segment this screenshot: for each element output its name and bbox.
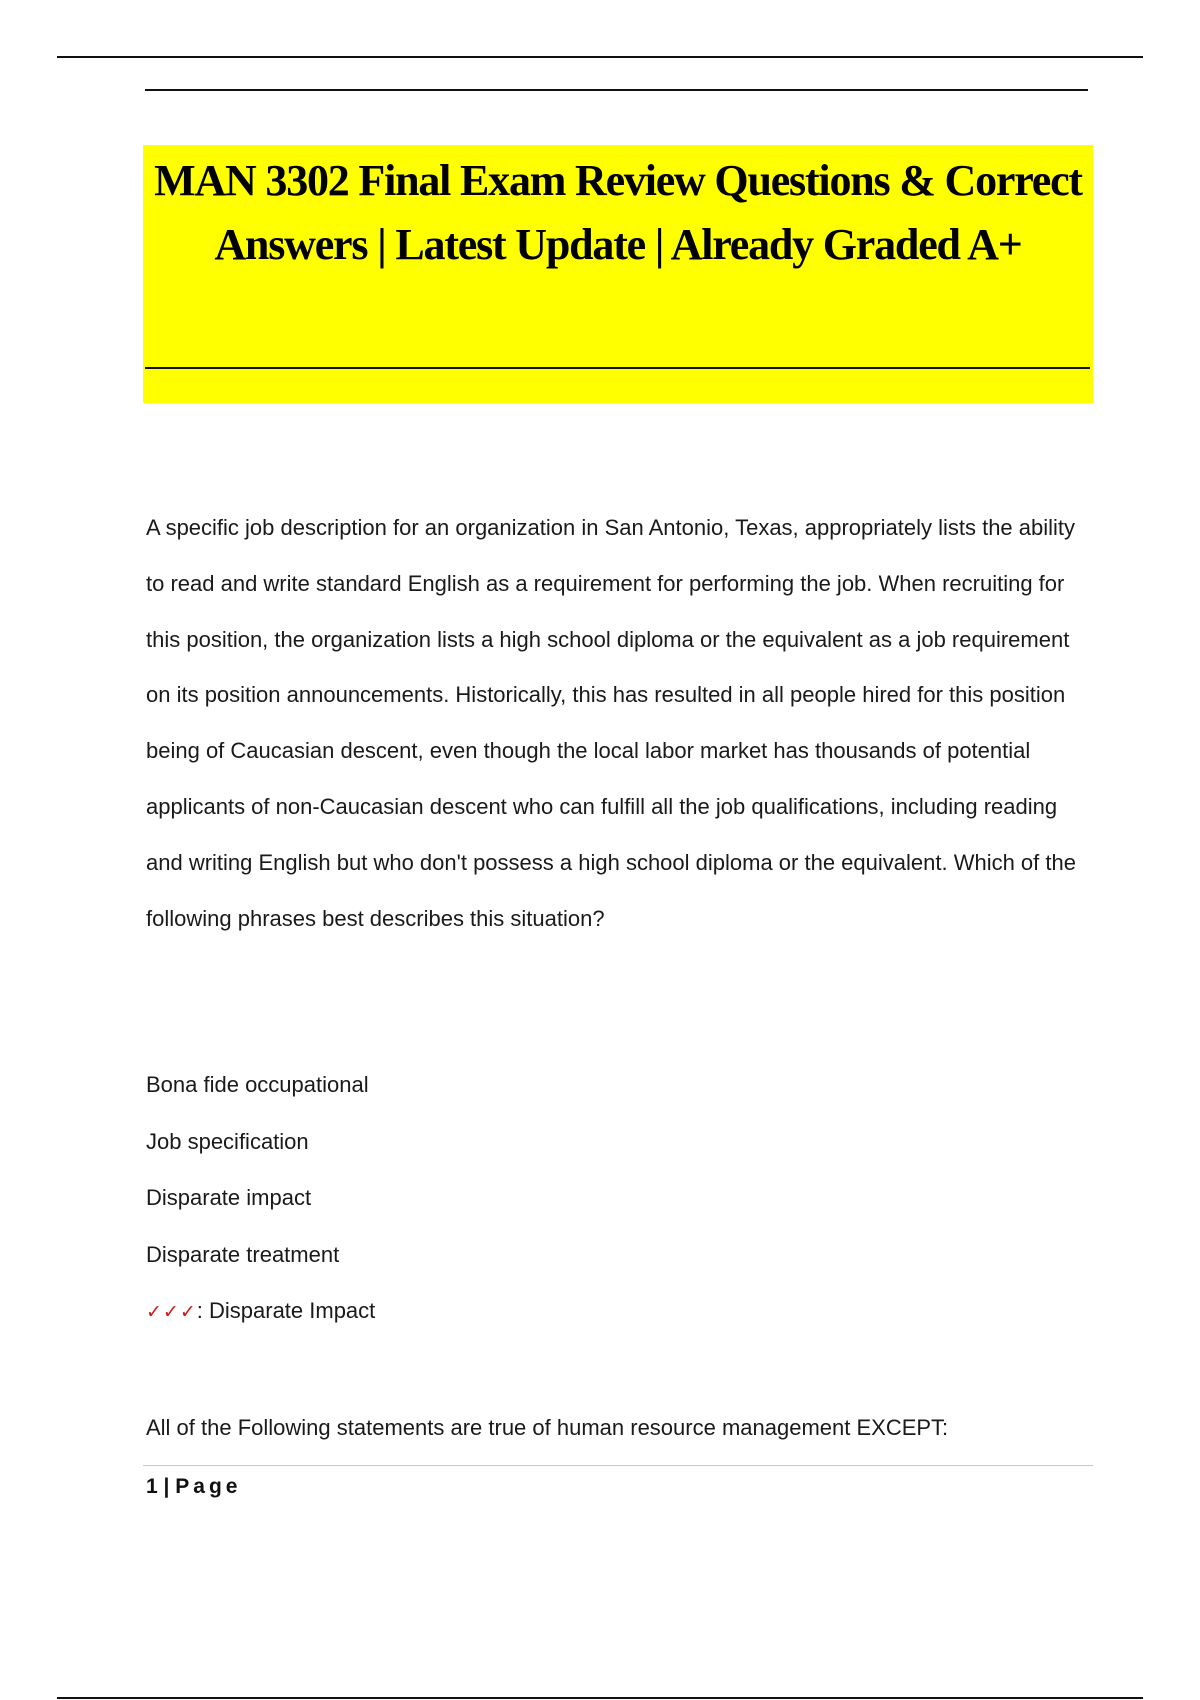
footer-rule [143,1465,1093,1466]
check-marks-icon: ✓✓✓ [146,1301,197,1323]
question-2-text: All of the Following statements are true of human resource management EXCEPT: [146,1415,949,1440]
top-border-rule [57,56,1143,58]
page-number-label: Page [175,1475,242,1498]
page-number-separator: | [163,1475,170,1498]
document-title: MAN 3302 Final Exam Review Questions & Correct Answers | Latest Update | Already Graded A+ [154,156,1082,269]
page-number [146,1472,241,1502]
question-1-answer [146,1283,375,1339]
bottom-border-rule [57,1697,1143,1699]
option-1: Bona fide occupational [146,1072,369,1097]
title-banner [143,145,1093,403]
question-1-options [146,1057,369,1283]
question-1-text: A specific job description for an organization in San Antonio, Texas, appropriately lists the ability to read and write standard English as a requirement for performing the job. When recruiting for this position, the organization lists a high school diploma or the equivalent as a job requirement on its position announcements. Historically, this has resulted in all people hired for this position being of Caucasian descent, even though the local labor market has thousands of potential applicants of non-Caucasian descent who can fulfill all the job qualifications, including reading and writing English but who don't possess a high school diploma or the equivalent. Which of the following phrases best describes this situation? [146,515,1076,931]
page-number-value: 1 [146,1475,158,1498]
option-2: Job specification [146,1128,309,1154]
option-4: Disparate treatment [146,1241,340,1267]
answer-text: : Disparate Impact [196,1298,376,1323]
header-rule [145,89,1088,91]
option-3: Disparate impact [146,1185,312,1210]
title-underline-rule [145,367,1090,369]
